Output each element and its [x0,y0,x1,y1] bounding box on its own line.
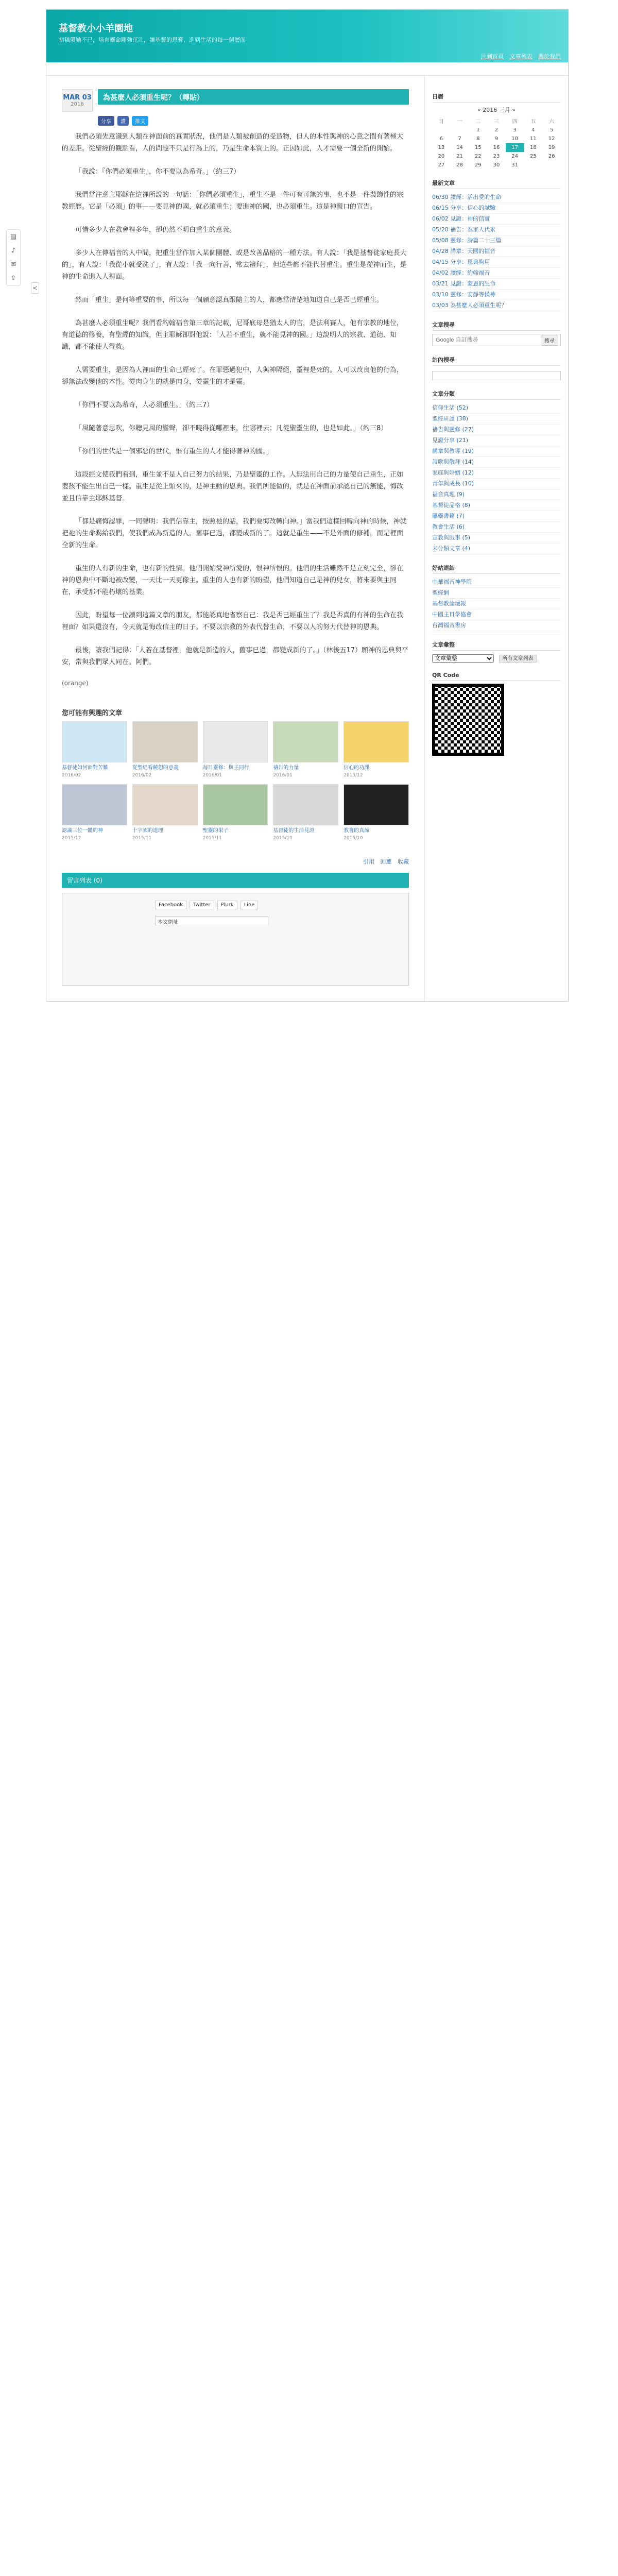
calendar-day: 2 [494,127,499,133]
calendar-day [432,126,451,134]
like-button[interactable]: 讚 [117,116,129,126]
calendar-day: 11 [530,136,537,142]
related-card[interactable] [203,721,268,779]
search-button[interactable]: 搜尋 [541,335,558,346]
related-card-title[interactable]: 認識三位一體的神 [62,828,103,834]
post-quote: 「你們不要以為希奇，人必須重生。」（約三7） [75,401,214,409]
calendar-day: 29 [474,162,482,168]
related-card-title[interactable]: 基督徒如何面對苦難 [62,765,108,771]
related-thumbnail[interactable] [203,784,268,825]
post-tag[interactable]: (orange) [62,680,89,687]
calendar-day: 6 [439,136,443,142]
calendar-day: 19 [548,145,555,150]
recent-post-item[interactable]: 05/20 禱告：為家人代求 [432,225,561,235]
recent-posts-list [432,192,561,311]
related-card-date: 2015/10 [273,836,293,841]
calendar-day: 3 [513,127,517,133]
calendar [432,116,561,170]
calendar-day: 14 [456,145,463,150]
calendar-day: 18 [530,145,537,150]
post-paragraph: 最後，讓我們記得：「人若在基督裡，他就是新造的人，舊事已過，都變成新的了。」（林後五17）願神的恩典與平安，常與我們眾人同在。阿們。 [62,647,409,666]
post-paragraph: 重生的人有新的生命，也有新的性情。他們開始愛神所愛的，恨神所恨的。他們的生活雖然不是立刻完全，卻在神的恩典中不斷地被改變，一天比一天更像主。重生的人也有新的盼望，他們知道自己是神的兒女，將來要與主同在，承受那不能朽壞的基業。 [62,565,404,596]
facebook-share-button[interactable]: 分享 [98,116,114,126]
archive-heading: 文章彙整 [432,640,561,651]
related-card-title[interactable]: 禱告的力量 [273,765,299,771]
related-card-date: 2016/02 [132,773,152,778]
recent-post-item[interactable]: 06/15 分享：信心的試驗 [432,203,561,214]
related-card-title[interactable]: 基督徒的生活見證 [273,828,315,834]
recent-post-item[interactable]: 04/02 讀經：約翰福音 [432,268,561,279]
category-item[interactable]: 見證分享 (21) [432,435,561,446]
category-item[interactable]: 青年與成長 (10) [432,479,561,489]
calendar-day: 26 [548,154,555,159]
friend-link[interactable]: 基督教論壇報 [432,599,561,609]
search-input[interactable] [435,336,539,344]
calendar-day: 16 [493,145,500,150]
google-search-box [432,334,561,346]
related-thumbnail[interactable] [344,721,409,762]
friend-link[interactable]: 聖經網 [432,588,561,599]
calendar-day: 8 [476,136,480,142]
related-thumbnail[interactable] [273,721,338,762]
calendar-day: 4 [531,127,535,133]
blog-subtitle: 初稿殷勤不已，培育靈命剛強茁壯，讓基督的恩膏，進到生活的每一個層面 [59,37,246,43]
category-item[interactable]: 禱告與靈修 (27) [432,425,561,435]
blog-title[interactable]: 基督教小小羊園地 [59,23,133,34]
related-card-title[interactable]: 從聖經看饒恕的意義 [132,765,179,771]
weekday: 五 [530,119,536,125]
related-card-title[interactable]: 教會的真諦 [344,828,370,834]
calendar-day [524,161,543,170]
site-search-heading: 站內搜尋 [432,355,561,366]
search-heading: 文章搜尋 [432,320,561,331]
collapse-rail-button[interactable]: < [31,282,39,294]
recent-post-item[interactable]: 03/21 見證：蒙恩的生命 [432,279,561,290]
related-thumbnail[interactable] [132,721,198,762]
category-item[interactable]: 家庭與婚姻 (12) [432,468,561,479]
main-column [46,76,425,1001]
category-item[interactable]: 宣教與服事 (5) [432,533,561,544]
recent-posts-heading: 最新文章 [432,179,561,189]
all-posts-button[interactable]: 所有文章列表 [499,655,537,663]
calendar-day: 13 [438,145,445,150]
calendar-day: 5 [550,127,554,133]
header-link-about[interactable]: 關於我們 [538,53,561,60]
related-card-title[interactable]: 信心的功課 [344,765,370,771]
calendar-day: 30 [493,162,500,168]
book-icon[interactable]: ▤ [10,233,17,241]
post-paragraph: 為甚麼人必須重生呢？我們看約翰福音第三章的記載，尼哥底母是猶太人的官，是法利賽人，他有宗教的地位，有道德的修養，有聖經的知識，但主耶穌卻對他說：「人若不重生，就不能見神的國。」這說明人的宗教、道德、知識，都不能使人得救。 [62,319,404,351]
bookmark-link[interactable]: 收藏 [398,858,409,865]
calendar-day: 24 [511,154,519,159]
post-quote: 「我說：『你們必須重生』，你不要以為希奇。」（約三7） [75,168,241,176]
calendar-day: 7 [458,136,461,142]
related-posts [62,707,409,842]
twitter-icon[interactable]: Twitter [190,901,214,909]
related-card[interactable] [62,784,127,842]
tweet-button[interactable]: 推文 [132,116,148,126]
related-thumbnail[interactable] [132,784,198,825]
related-card-date: 2016/02 [62,773,81,778]
category-heading: 文章分類 [432,389,561,400]
category-item[interactable]: 福音真理 (9) [432,489,561,500]
post-body [62,131,409,668]
category-item[interactable]: 未分類文章 (4) [432,544,561,554]
recent-post-item[interactable]: 04/15 分享：恩典夠用 [432,257,561,268]
category-item[interactable]: 講章與教導 (19) [432,446,561,457]
recent-post-item[interactable]: 03/03 為甚麼人必須重生呢？ [432,300,561,311]
message-list-bar[interactable]: 留言列表 (0) [62,873,409,888]
related-title: 您可能有興趣的文章 [62,709,123,717]
friend-link[interactable]: 台灣福音書房 [432,620,561,631]
category-item[interactable]: 詩歌與敬拜 (14) [432,457,561,468]
post-header [62,89,409,112]
recent-post-item[interactable]: 06/30 讀經：活出愛的生命 [432,192,561,203]
friend-link[interactable]: 中國主日學協會 [432,609,561,620]
share-link-field[interactable]: 本文網址 [155,916,268,925]
header-link-home[interactable]: 回到首頁 [481,53,504,60]
header-link-list[interactable]: 文章列表 [509,53,533,60]
share-icons [155,901,258,909]
calendar-day: 10 [511,136,519,142]
calendar-day: 15 [474,145,482,150]
calendar-day [542,161,561,170]
post-paragraph: 「都是痛悔認罪，一同聲明：我們信靠主，按照祂的話，我們要悔改轉向神。」當我們這樣回轉向神的時候，神就把祂的生命賜給我們，使我們成為新造的人。舊事已過，都變成新的了。這就是重生——不是外面的修補，而是裡面全新的生命。 [62,518,407,549]
post-footer [62,857,409,866]
post-quote: 「你們的世代是一個邪惡的世代，惟有重生的人才能得著神的國。」 [75,448,273,455]
post-quote: 「風隨著意思吹，你聽見風的響聲，卻不曉得從哪裡來，往哪裡去；凡從聖靈生的，也是如此。」（約三8） [75,425,388,432]
site-search-input[interactable] [432,371,561,380]
blog-header [46,10,568,62]
qr-heading: QR Code [432,672,561,681]
facebook-icon[interactable]: Facebook [155,901,186,909]
calendar-day [451,126,469,134]
qr-code-image [432,684,504,756]
weekday: 六 [549,119,555,125]
recent-post-item[interactable]: 04/28 講章：天國的福音 [432,246,561,257]
trackback-link[interactable]: 引用 [363,858,374,865]
left-tool-rail [6,229,21,286]
related-card[interactable] [132,721,198,779]
category-item[interactable]: 屬靈書籍 (7) [432,511,561,522]
blog-page [46,9,569,1002]
calendar-day: 21 [456,154,463,159]
related-card-title[interactable]: 聖靈的果子 [202,828,229,834]
calendar-heading: 日曆 [432,92,561,103]
weekday: 一 [457,119,462,125]
calendar-day: 25 [530,154,537,159]
line-icon[interactable]: Line [241,901,259,909]
related-card[interactable] [344,784,409,842]
links-heading: 好站連結 [432,564,561,574]
category-item[interactable]: 基督徒品格 (8) [432,500,561,511]
calendar-day: 28 [456,162,463,168]
post-date-box [62,89,93,112]
bell-icon[interactable]: ♪ [11,247,16,255]
post-paragraph: 我們必須先意識到人類在神面前的真實狀況，他們是人類被創造的受造物，但人的本性與神的心意之間有著極大的差距。從聖經的觀點看，人的問題不只是行為上的，乃是生命本質上的。正因如此，人才需要一個全新的開始。 [62,133,404,152]
links-list [432,577,561,631]
post-paragraph: 人需要重生，是因為人裡面的生命已經死了。在罪惡過犯中，人與神隔絕，靈裡是死的。人可以改良他的行為，卻無法改變他的本性。從肉身生的就是肉身，從靈生的才是靈。 [62,366,404,386]
calendar-day: 22 [474,154,482,159]
share-panel [62,893,409,986]
related-card[interactable] [132,784,198,842]
related-thumbnail[interactable] [273,784,338,825]
calendar-day: 20 [438,154,445,159]
recent-post-item[interactable]: 05/08 靈修：詩篇二十三篇 [432,235,561,246]
calendar-day: 31 [511,162,519,168]
related-card[interactable] [273,721,338,779]
post-paragraph: 可惜多少人在教會裡多年，卻仍然不明白重生的意義。 [75,226,236,234]
related-card-date: 2016/01 [273,773,293,778]
reply-link[interactable]: 回應 [380,858,392,865]
archive-select[interactable] [432,654,494,663]
weekday: 日 [438,119,444,125]
category-item[interactable]: 信仰生活 (52) [432,403,561,414]
related-thumbnail[interactable] [62,784,127,825]
calendar-day: 12 [548,136,555,142]
chat-icon[interactable]: ✉ [10,261,16,268]
calendar-day: 1 [476,127,480,133]
recent-post-item[interactable]: 03/10 靈修：安靜等候神 [432,290,561,300]
calendar-day: 23 [493,154,500,159]
sidebar [425,76,568,1001]
calendar-nav[interactable]: « 2016 三月 » [477,107,516,113]
category-list [432,403,561,554]
header-links [477,52,561,60]
related-card-title[interactable]: 十字架的道理 [132,828,163,834]
share-icon[interactable]: ⇪ [10,275,16,282]
calendar-day: 9 [494,136,499,142]
post-paragraph: 然而「重生」是何等重要的事，所以每一個願意認真跟隨主的人，都應當清楚地知道自己是否已經重生。 [75,296,384,304]
related-card[interactable] [344,721,409,779]
recent-post-item[interactable]: 06/02 見證：神的信實 [432,214,561,225]
category-item[interactable]: 聖經研讀 (38) [432,414,561,425]
related-card[interactable] [203,784,268,842]
post-paragraph: 因此，盼望每一位讀到這篇文章的朋友，都能認真地省察自己：我是否已經重生了？我是否真的有神的生命在我裡面？如果還沒有，今天就是悔改信主的日子。不要以宗教的外表代替生命，不要以人的努力代替神的恩典。 [62,612,404,631]
post-title[interactable]: 為甚麼人必須重生呢？（轉貼） [98,89,409,105]
related-thumbnail[interactable] [344,784,409,825]
related-thumbnail[interactable] [62,721,127,762]
weekday: 三 [493,119,499,125]
related-card-date: 2015/12 [344,773,363,778]
post-year: 2016 [71,101,84,107]
plurk-icon[interactable]: Plurk [217,901,237,909]
weekday: 四 [512,119,518,125]
category-item[interactable]: 教會生活 (6) [432,522,561,533]
related-card-title[interactable]: 每日靈修：與主同行 [202,765,249,771]
friend-link[interactable]: 中華福音神學院 [432,577,561,588]
related-card-date: 2015/11 [202,836,222,841]
calendar-day: 27 [438,162,445,168]
post-date: MAR 03 [63,94,92,101]
related-thumbnail[interactable] [203,721,268,762]
related-card[interactable] [273,784,338,842]
top-nav-bar [46,62,568,76]
calendar-day-selected[interactable]: 17 [506,143,524,152]
related-card-date: 2015/11 [132,836,152,841]
share-row [98,116,409,126]
related-card[interactable] [62,721,127,779]
post-paragraph: 這段經文使我們看到，重生並不是人自己努力的結果，乃是聖靈的工作。人無法用自己的力量使自己重生，正如嬰孩不能生出自己一樣。重生是從上頭來的，是神主動的恩典。我們所能做的，就是在神面前承認自己的無能，悔改並且信靠主耶穌基督。 [62,471,404,502]
post-paragraph: 多少人在傳福音的人中間，把重生當作加入某個團體、或是改善品格的一種方法。有人說：「我是基督徒家庭長大的」，有人說：「我從小就受洗了」，有人說：「我一向行善，常去禮拜」，但這些都不能代替重生。重生是從神而生，是神的生命進入人裡面。 [62,249,407,281]
related-card-date: 2015/10 [344,836,363,841]
related-card-date: 2015/12 [62,836,81,841]
weekday: 二 [475,119,481,125]
related-card-date: 2016/01 [202,773,222,778]
post-paragraph: 我們當注意主耶穌在這裡所說的一句話：「你們必須重生」，重生不是一件可有可無的事，也不是一件裝飾性的宗教經歷。它是「必須」的事——要見神的國，就必須重生；要進神的國，也必須重生。這是神親口的宣告。 [62,191,404,211]
